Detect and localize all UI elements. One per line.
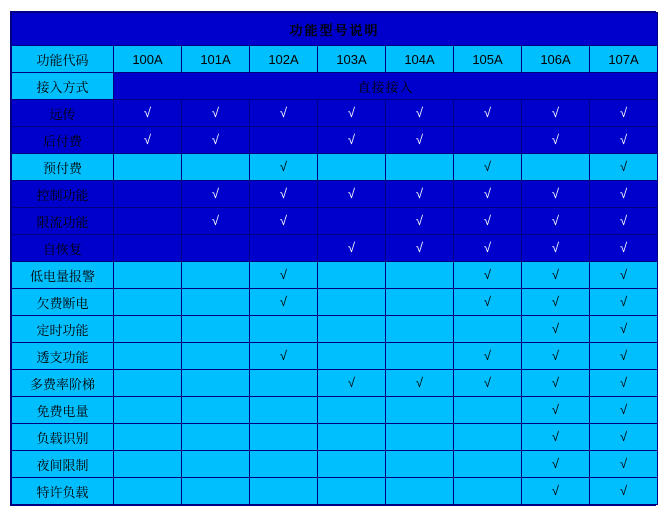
feature-cell xyxy=(114,154,182,181)
row-label: 欠费断电 xyxy=(12,289,114,316)
feature-cell xyxy=(590,127,658,154)
check-icon: √ xyxy=(551,347,560,363)
check-icon: √ xyxy=(347,131,356,147)
row-label-access-method: 接入方式 xyxy=(12,73,114,100)
feature-cell xyxy=(454,289,522,316)
check-icon: √ xyxy=(551,212,560,228)
table-row xyxy=(12,316,658,343)
feature-cell xyxy=(318,154,386,181)
check-icon: √ xyxy=(551,293,560,309)
column-header-103a: 103A xyxy=(318,46,386,73)
feature-cell xyxy=(182,289,250,316)
page-title: 功能型号说明 xyxy=(12,13,658,46)
table-row xyxy=(12,127,658,154)
feature-cell xyxy=(386,262,454,289)
check-icon: √ xyxy=(551,131,560,147)
feature-cell xyxy=(522,100,590,127)
check-icon: √ xyxy=(347,374,356,390)
feature-cell xyxy=(590,478,658,505)
check-icon: √ xyxy=(551,482,560,498)
feature-cell xyxy=(182,208,250,235)
feature-cell xyxy=(318,235,386,262)
check-icon: √ xyxy=(279,347,288,363)
feature-cell xyxy=(590,370,658,397)
check-icon: √ xyxy=(483,293,492,309)
feature-cell xyxy=(386,424,454,451)
feature-cell xyxy=(114,235,182,262)
check-icon: √ xyxy=(279,104,288,120)
feature-cell xyxy=(522,316,590,343)
feature-cell xyxy=(522,397,590,424)
check-icon: √ xyxy=(279,293,288,309)
table-row xyxy=(12,343,658,370)
check-icon: √ xyxy=(551,455,560,471)
feature-cell xyxy=(182,235,250,262)
row-label: 控制功能 xyxy=(12,181,114,208)
feature-cell xyxy=(454,370,522,397)
check-icon: √ xyxy=(483,212,492,228)
feature-cell xyxy=(522,181,590,208)
table-body xyxy=(12,13,658,505)
check-icon: √ xyxy=(551,374,560,390)
row-label: 定时功能 xyxy=(12,316,114,343)
feature-cell xyxy=(182,100,250,127)
check-icon: √ xyxy=(551,104,560,120)
feature-cell xyxy=(590,154,658,181)
feature-cell xyxy=(590,235,658,262)
feature-cell xyxy=(250,424,318,451)
feature-cell xyxy=(454,343,522,370)
row-label: 免费电量 xyxy=(12,397,114,424)
check-icon: √ xyxy=(551,401,560,417)
feature-cell xyxy=(522,478,590,505)
feature-cell xyxy=(182,262,250,289)
row-label: 负载识别 xyxy=(12,424,114,451)
feature-cell xyxy=(182,397,250,424)
feature-cell xyxy=(522,451,590,478)
column-header-101a: 101A xyxy=(182,46,250,73)
check-icon: √ xyxy=(483,374,492,390)
feature-cell xyxy=(250,343,318,370)
check-icon: √ xyxy=(619,266,628,282)
table-row xyxy=(12,235,658,262)
feature-cell xyxy=(454,397,522,424)
table-row xyxy=(12,100,658,127)
check-icon: √ xyxy=(619,482,628,498)
check-icon: √ xyxy=(415,239,424,255)
check-icon: √ xyxy=(619,455,628,471)
check-icon: √ xyxy=(279,266,288,282)
table-row xyxy=(12,289,658,316)
check-icon: √ xyxy=(483,158,492,174)
feature-cell xyxy=(386,289,454,316)
check-icon: √ xyxy=(619,401,628,417)
check-icon: √ xyxy=(619,158,628,174)
check-icon: √ xyxy=(211,104,220,120)
feature-cell xyxy=(386,208,454,235)
check-icon: √ xyxy=(279,185,288,201)
access-method-row xyxy=(12,73,658,100)
table-row xyxy=(12,154,658,181)
feature-cell xyxy=(318,424,386,451)
check-icon: √ xyxy=(483,239,492,255)
row-label: 低电量报警 xyxy=(12,262,114,289)
feature-cell xyxy=(522,262,590,289)
table-row xyxy=(12,397,658,424)
check-icon: √ xyxy=(211,212,220,228)
row-label: 限流功能 xyxy=(12,208,114,235)
feature-cell xyxy=(454,262,522,289)
feature-cell xyxy=(114,262,182,289)
check-icon: √ xyxy=(551,428,560,444)
feature-cell xyxy=(590,424,658,451)
table-row xyxy=(12,208,658,235)
check-icon: √ xyxy=(619,239,628,255)
check-icon: √ xyxy=(619,212,628,228)
check-icon: √ xyxy=(619,347,628,363)
feature-cell xyxy=(182,451,250,478)
table-row xyxy=(12,262,658,289)
feature-cell xyxy=(454,181,522,208)
column-header-102a: 102A xyxy=(250,46,318,73)
check-icon: √ xyxy=(143,131,152,147)
feature-cell xyxy=(250,289,318,316)
table-row xyxy=(12,370,658,397)
row-label: 多费率阶梯 xyxy=(12,370,114,397)
feature-cell xyxy=(114,478,182,505)
feature-cell xyxy=(386,451,454,478)
feature-cell xyxy=(182,424,250,451)
feature-cell xyxy=(454,478,522,505)
feature-cell xyxy=(250,100,318,127)
feature-cell xyxy=(250,235,318,262)
feature-cell xyxy=(522,208,590,235)
feature-cell xyxy=(386,343,454,370)
check-icon: √ xyxy=(279,158,288,174)
feature-cell xyxy=(318,343,386,370)
feature-cell xyxy=(386,478,454,505)
table-row xyxy=(12,451,658,478)
feature-cell xyxy=(590,397,658,424)
feature-cell xyxy=(454,208,522,235)
feature-cell xyxy=(318,451,386,478)
check-icon: √ xyxy=(619,185,628,201)
column-header-107a: 107A xyxy=(590,46,658,73)
feature-cell xyxy=(114,127,182,154)
table-row xyxy=(12,424,658,451)
feature-cell xyxy=(182,181,250,208)
feature-cell xyxy=(318,208,386,235)
spec-table-container xyxy=(10,11,656,506)
feature-cell xyxy=(386,235,454,262)
check-icon: √ xyxy=(619,293,628,309)
feature-cell xyxy=(250,316,318,343)
feature-cell xyxy=(250,451,318,478)
feature-cell xyxy=(522,343,590,370)
feature-cell xyxy=(590,343,658,370)
feature-cell xyxy=(250,181,318,208)
check-icon: √ xyxy=(211,185,220,201)
check-icon: √ xyxy=(483,266,492,282)
check-icon: √ xyxy=(279,212,288,228)
feature-cell xyxy=(522,424,590,451)
check-icon: √ xyxy=(483,347,492,363)
row-label: 特许负载 xyxy=(12,478,114,505)
feature-cell xyxy=(522,289,590,316)
feature-cell xyxy=(590,316,658,343)
feature-cell xyxy=(114,208,182,235)
feature-cell xyxy=(250,397,318,424)
check-icon: √ xyxy=(483,185,492,201)
column-header-106a: 106A xyxy=(522,46,590,73)
feature-cell xyxy=(182,316,250,343)
feature-cell xyxy=(250,370,318,397)
check-icon: √ xyxy=(551,239,560,255)
row-label: 后付费 xyxy=(12,127,114,154)
check-icon: √ xyxy=(619,428,628,444)
feature-cell xyxy=(386,316,454,343)
column-header-100a: 100A xyxy=(114,46,182,73)
feature-cell xyxy=(182,343,250,370)
row-label: 远传 xyxy=(12,100,114,127)
feature-cell xyxy=(454,451,522,478)
feature-cell xyxy=(114,370,182,397)
feature-cell xyxy=(454,424,522,451)
feature-cell xyxy=(250,208,318,235)
check-icon: √ xyxy=(551,185,560,201)
feature-cell xyxy=(182,478,250,505)
feature-cell xyxy=(250,262,318,289)
check-icon: √ xyxy=(415,185,424,201)
feature-cell xyxy=(522,235,590,262)
feature-cell xyxy=(454,235,522,262)
feature-cell xyxy=(114,289,182,316)
feature-cell xyxy=(590,262,658,289)
title-row xyxy=(12,13,658,46)
feature-cell xyxy=(182,127,250,154)
column-header-105a: 105A xyxy=(454,46,522,73)
feature-cell xyxy=(386,127,454,154)
table-row xyxy=(12,181,658,208)
feature-cell xyxy=(590,181,658,208)
feature-cell xyxy=(318,100,386,127)
feature-cell xyxy=(386,397,454,424)
check-icon: √ xyxy=(347,239,356,255)
check-icon: √ xyxy=(483,104,492,120)
feature-cell xyxy=(590,100,658,127)
feature-cell xyxy=(318,370,386,397)
feature-cell xyxy=(590,451,658,478)
header-row xyxy=(12,46,658,73)
check-icon: √ xyxy=(551,266,560,282)
feature-cell xyxy=(182,154,250,181)
feature-cell xyxy=(318,478,386,505)
feature-cell xyxy=(454,127,522,154)
row-label: 自恢复 xyxy=(12,235,114,262)
check-icon: √ xyxy=(347,104,356,120)
feature-cell xyxy=(114,100,182,127)
column-header-code: 功能代码 xyxy=(12,46,114,73)
feature-cell xyxy=(250,478,318,505)
feature-cell xyxy=(318,397,386,424)
check-icon: √ xyxy=(619,320,628,336)
column-header-104a: 104A xyxy=(386,46,454,73)
feature-cell xyxy=(318,127,386,154)
feature-cell xyxy=(318,289,386,316)
feature-cell xyxy=(522,127,590,154)
feature-cell xyxy=(318,316,386,343)
check-icon: √ xyxy=(415,104,424,120)
feature-cell xyxy=(250,154,318,181)
feature-cell xyxy=(318,262,386,289)
feature-cell xyxy=(114,424,182,451)
feature-cell xyxy=(386,370,454,397)
feature-cell xyxy=(114,451,182,478)
feature-cell xyxy=(454,100,522,127)
feature-cell xyxy=(114,316,182,343)
check-icon: √ xyxy=(143,104,152,120)
row-label: 预付费 xyxy=(12,154,114,181)
feature-cell xyxy=(114,343,182,370)
row-label: 夜间限制 xyxy=(12,451,114,478)
table-row xyxy=(12,478,658,505)
function-model-table xyxy=(11,12,658,505)
check-icon: √ xyxy=(619,131,628,147)
check-icon: √ xyxy=(211,131,220,147)
check-icon: √ xyxy=(415,374,424,390)
check-icon: √ xyxy=(551,320,560,336)
feature-cell xyxy=(114,397,182,424)
feature-cell xyxy=(318,181,386,208)
feature-cell xyxy=(386,154,454,181)
feature-cell xyxy=(590,208,658,235)
feature-cell xyxy=(386,181,454,208)
feature-cell xyxy=(522,154,590,181)
feature-cell xyxy=(454,316,522,343)
access-method-value: 直接接入 xyxy=(114,73,658,100)
row-label: 透支功能 xyxy=(12,343,114,370)
feature-cell xyxy=(454,154,522,181)
check-icon: √ xyxy=(415,212,424,228)
feature-cell xyxy=(114,181,182,208)
feature-cell xyxy=(386,100,454,127)
feature-cell xyxy=(182,370,250,397)
check-icon: √ xyxy=(347,185,356,201)
check-icon: √ xyxy=(619,104,628,120)
feature-cell xyxy=(590,289,658,316)
feature-cell xyxy=(250,127,318,154)
check-icon: √ xyxy=(619,374,628,390)
feature-cell xyxy=(522,370,590,397)
check-icon: √ xyxy=(415,131,424,147)
